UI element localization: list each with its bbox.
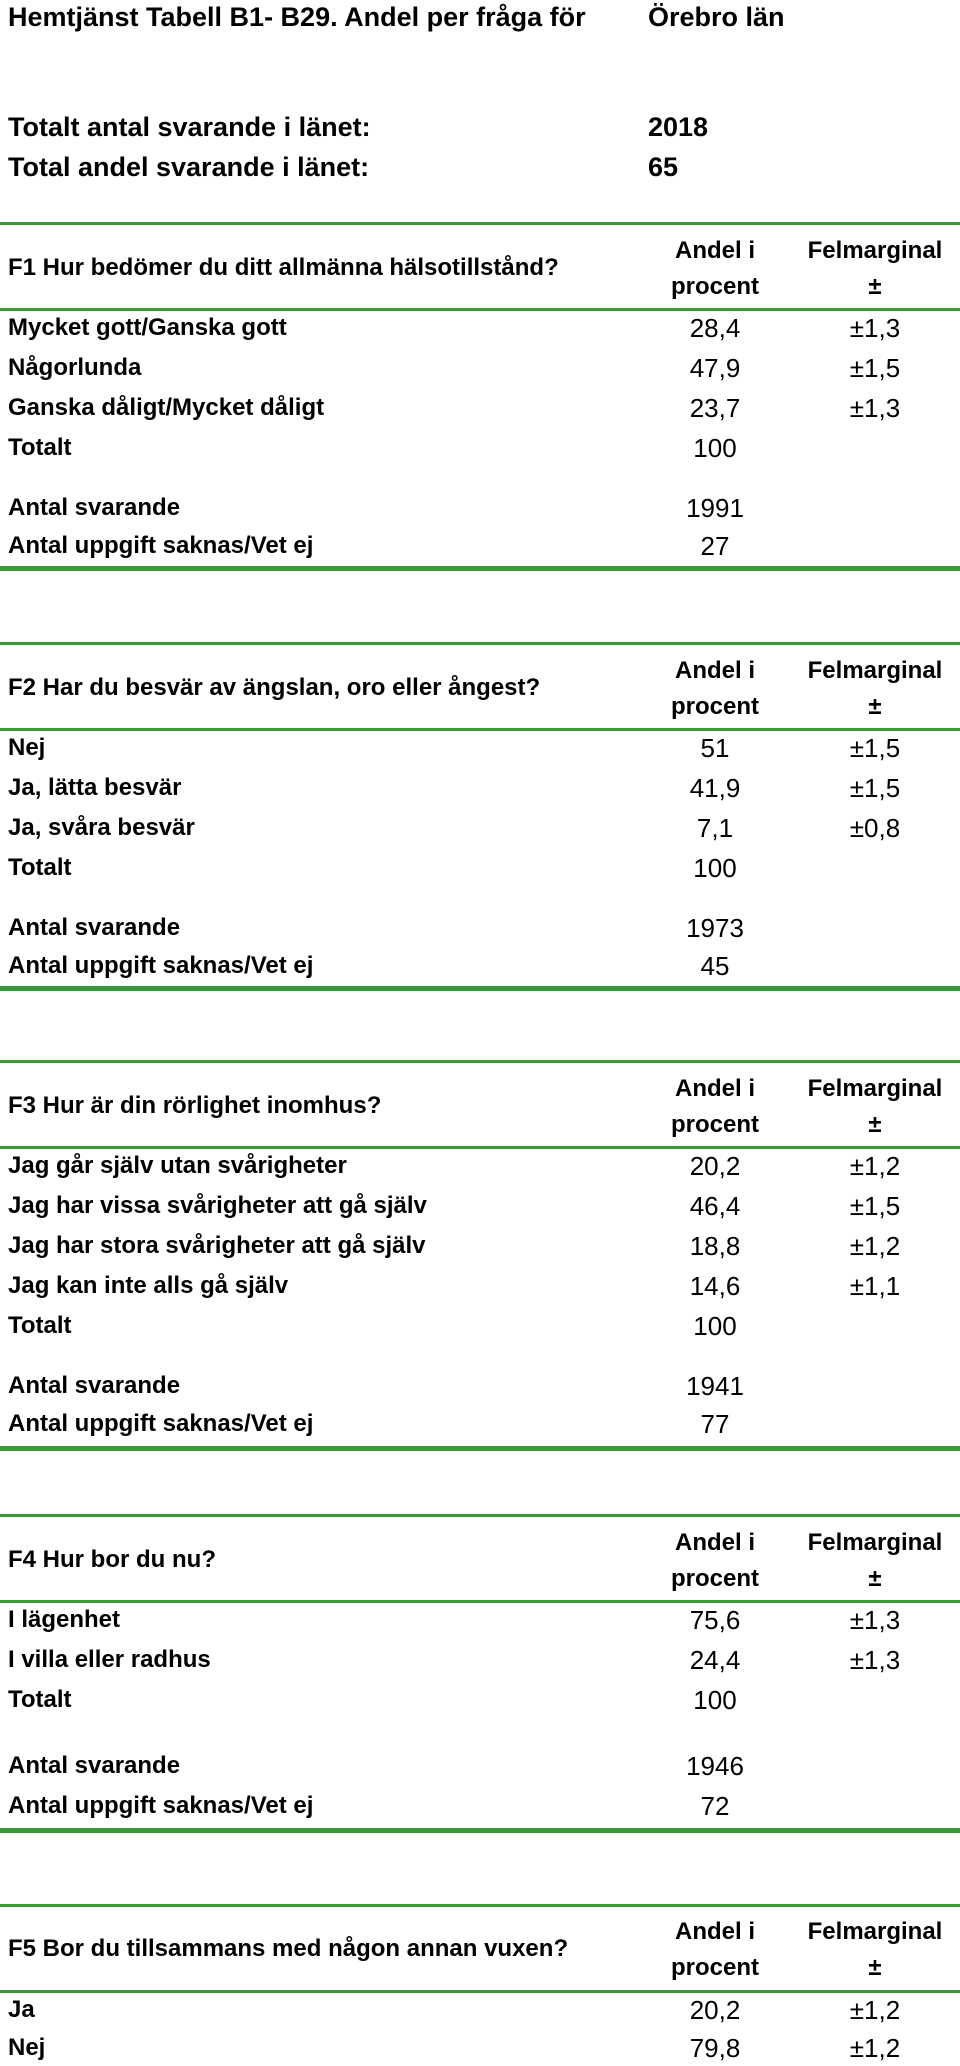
total-share-value: 65: [648, 152, 679, 182]
answer-label: Någorlunda: [8, 354, 142, 381]
missing-label: Antal uppgift saknas/Vet ej: [8, 532, 314, 559]
missing-value: 77: [700, 1409, 730, 1439]
col-header-percent: Andel i procent: [670, 1918, 759, 1981]
answer-margin: ±1,5: [849, 733, 901, 763]
answer-label: Ja: [8, 1996, 35, 2023]
respondents-label: Antal svarande: [8, 1372, 181, 1399]
answer-percent: 75,6: [689, 1605, 741, 1635]
answer-margin: ±1,5: [849, 353, 901, 383]
answer-margin: ±1,1: [849, 1271, 901, 1301]
missing-value: 45: [700, 951, 730, 981]
col-header-percent: Andel i procent: [670, 1529, 759, 1592]
answer-percent: 51: [700, 733, 730, 763]
answer-label: Mycket gott/Ganska gott: [8, 314, 287, 341]
answer-percent: 28,4: [689, 313, 741, 343]
answer-percent: 20,2: [689, 1995, 741, 2025]
answer-label: Nej: [8, 734, 46, 761]
header-rule: [0, 1146, 960, 1149]
section-bottom-rule: [0, 566, 960, 571]
section-top-rule: [0, 1060, 960, 1063]
missing-value: 27: [700, 531, 730, 561]
respondents-value: 1946: [686, 1751, 744, 1781]
answer-label: Nej: [8, 2034, 46, 2061]
total-value: 100: [693, 1311, 737, 1341]
total-value: 100: [693, 433, 737, 463]
section-bottom-rule: [0, 1446, 960, 1451]
respondents-label: Antal svarande: [8, 1752, 181, 1779]
total-label: Totalt: [8, 434, 72, 461]
total-label: Totalt: [8, 854, 72, 881]
respondents-label: Antal svarande: [8, 914, 181, 941]
respondents-value: 1991: [686, 493, 744, 523]
missing-value: 72: [700, 1791, 730, 1821]
col-header-percent: Andel i procent: [670, 1075, 759, 1138]
answer-margin: ±1,2: [849, 1151, 901, 1181]
answer-label: Jag går själv utan svårigheter: [8, 1152, 347, 1179]
answer-label: Ja, lätta besvär: [8, 774, 182, 801]
answer-label: Jag har vissa svårigheter att gå själv: [8, 1192, 427, 1219]
answer-percent: 41,9: [689, 773, 741, 803]
section-bottom-rule: [0, 1828, 960, 1833]
total-label: Totalt: [8, 1312, 72, 1339]
respondents-value: 1941: [686, 1371, 744, 1401]
total-share-label: Total andel svarande i länet:: [8, 152, 370, 182]
header-rule: [0, 728, 960, 731]
section-top-rule: [0, 642, 960, 645]
col-header-percent: Andel i procent: [670, 237, 759, 300]
section-top-rule: [0, 1514, 960, 1517]
col-header-margin: Felmarginal ±: [807, 1529, 943, 1592]
total-value: 100: [693, 853, 737, 883]
answer-percent: 23,7: [689, 393, 741, 423]
answer-margin: ±1,3: [849, 1605, 901, 1635]
total-respondents-value: 2018: [648, 112, 709, 142]
answer-margin: ±1,5: [849, 773, 901, 803]
section-top-rule: [0, 1904, 960, 1907]
answer-percent: 79,8: [689, 2033, 741, 2063]
question-f2: F2 Har du besvär av ängslan, oro eller ångest?: [8, 674, 541, 701]
answer-margin: ±1,3: [849, 393, 901, 423]
header-rule: [0, 308, 960, 311]
question-f3: F3 Hur är din rörlighet inomhus?: [8, 1092, 382, 1119]
answer-margin: ±1,3: [849, 1645, 901, 1675]
answer-label: I lägenhet: [8, 1606, 121, 1633]
col-header-percent: Andel i procent: [670, 657, 759, 720]
total-label: Totalt: [8, 1686, 72, 1713]
answer-label: Ja, svåra besvär: [8, 814, 195, 841]
header-rule: [0, 1600, 960, 1603]
answer-label: I villa eller radhus: [8, 1646, 211, 1673]
page-title: Hemtjänst Tabell B1- B29. Andel per fråga för: [8, 2, 586, 32]
answer-label: Ganska dåligt/Mycket dåligt: [8, 394, 325, 421]
answer-percent: 47,9: [689, 353, 741, 383]
answer-label: Jag har stora svårigheter att gå själv: [8, 1232, 426, 1259]
col-header-margin: Felmarginal ±: [807, 1918, 943, 1981]
col-header-margin: Felmarginal ±: [807, 657, 943, 720]
total-value: 100: [693, 1685, 737, 1715]
header-rule: [0, 1990, 960, 1993]
answer-margin: ±1,3: [849, 313, 901, 343]
answer-margin: ±0,8: [849, 813, 901, 843]
section-top-rule: [0, 222, 960, 225]
respondents-label: Antal svarande: [8, 494, 181, 521]
answer-margin: ±1,2: [849, 1995, 901, 2025]
question-f5: F5 Bor du tillsammans med någon annan vuxen?: [8, 1935, 569, 1962]
answer-percent: 18,8: [689, 1231, 741, 1261]
missing-label: Antal uppgift saknas/Vet ej: [8, 952, 314, 979]
answer-percent: 14,6: [689, 1271, 741, 1301]
answer-label: Jag kan inte alls gå själv: [8, 1272, 289, 1299]
question-f4: F4 Hur bor du nu?: [8, 1546, 216, 1573]
answer-margin: ±1,5: [849, 1191, 901, 1221]
respondents-value: 1973: [686, 913, 744, 943]
answer-percent: 24,4: [689, 1645, 741, 1675]
answer-percent: 20,2: [689, 1151, 741, 1181]
total-respondents-label: Totalt antal svarande i länet:: [8, 112, 371, 142]
answer-margin: ±1,2: [849, 2033, 901, 2063]
section-bottom-rule: [0, 986, 960, 991]
question-f1: F1 Hur bedömer du ditt allmänna hälsotillstånd?: [8, 254, 559, 281]
answer-percent: 7,1: [696, 813, 734, 843]
missing-label: Antal uppgift saknas/Vet ej: [8, 1410, 314, 1437]
col-header-margin: Felmarginal ±: [807, 1075, 943, 1138]
missing-label: Antal uppgift saknas/Vet ej: [8, 1792, 314, 1819]
answer-margin: ±1,2: [849, 1231, 901, 1261]
col-header-margin: Felmarginal ±: [807, 237, 943, 300]
answer-percent: 46,4: [689, 1191, 741, 1221]
region-name: Örebro län: [648, 2, 785, 32]
